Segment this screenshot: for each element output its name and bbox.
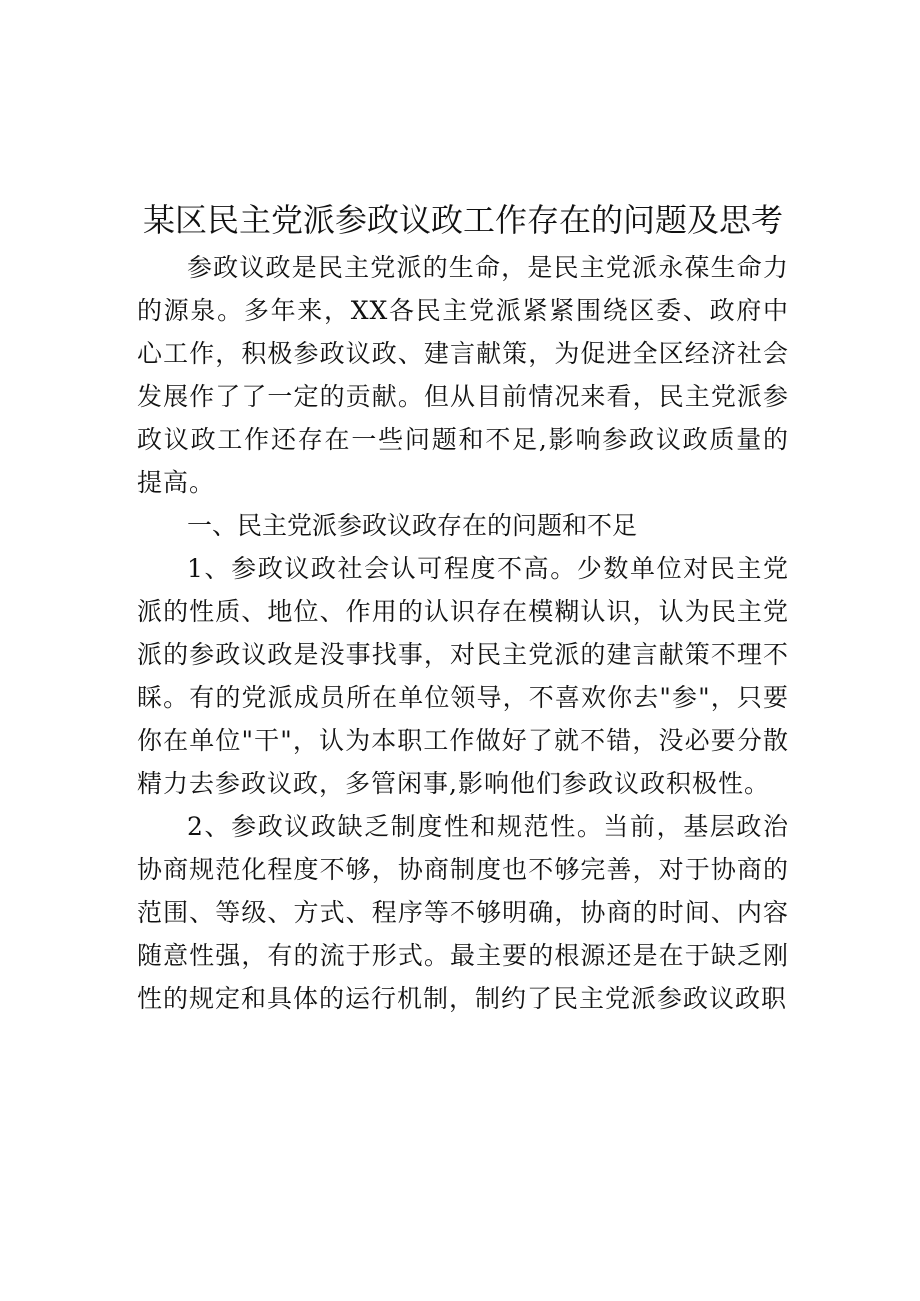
section-heading: 一、民主党派参政议政存在的问题和不足 (187, 511, 638, 540)
point-2-paragraph: 2、参政议政缺乏制度性和规范性。当前，基层政治协商规范化程度不够，协商制度也不够完善，对于协商的范围、等级、方式、程序等不够明确，协商的时间、内容随意性强，有的流于形式。最主要的根源还是在于缺乏刚性的规定和具体的运行机制，制约了民主党派参政议政职 (137, 812, 789, 1013)
document-content (137, 196, 789, 1020)
document-title: 某区民主党派参政议政工作存在的问题及思考 (142, 201, 783, 239)
intro-paragraph: 参政议政是民主党派的生命，是民主党派永葆生命力的源泉。多年来，XX各民主党派紧紧围绕区委、政府中心工作，积极参政议政、建言献策，为促进全区经济社会发展作了了一定的贡献。但从目前情况来看，民主党派参政议政工作还存在一些问题和不足,影响参政议政质量的提高。 (137, 253, 789, 497)
point-1-paragraph: 1、参政议政社会认可程度不高。少数单位对民主党派的性质、地位、作用的认识存在模糊认识，认为民主党派的参政议政是没事找事，对民主党派的建言献策不理不睬。有的党派成员所在单位领导，不喜欢你去"参"，只要你在单位"干"，认为本职工作做好了就不错，没必要分散精力去参政议政，多管闲事,影响他们参政议政积极性。 (137, 554, 789, 798)
